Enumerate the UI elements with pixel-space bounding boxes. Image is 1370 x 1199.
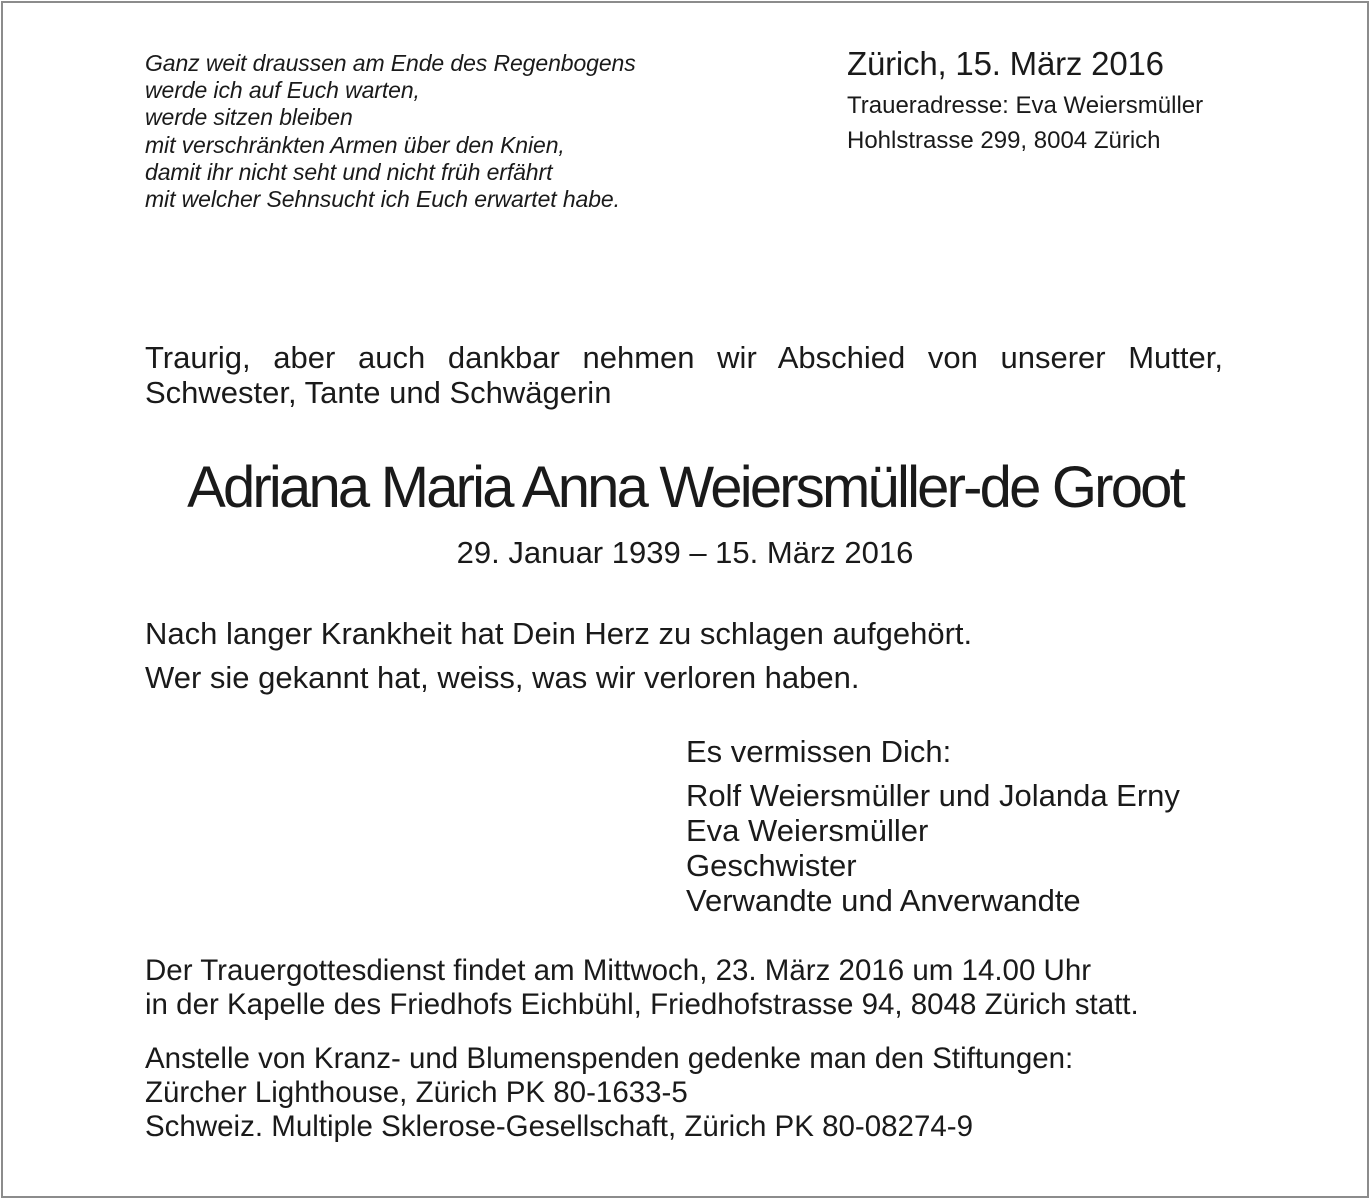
condolence-line: Nach langer Krankheit hat Dein Herz zu schlagen aufgehört. (145, 616, 973, 651)
poem-line: werde ich auf Euch warten, (145, 77, 420, 104)
intro-text (145, 340, 1223, 410)
mourning-address (847, 88, 1203, 158)
intro-line: Schwester, Tante und Schwägerin (145, 375, 612, 410)
donations-line: Anstelle von Kranz- und Blumenspenden gedenke man den Stiftungen: (145, 1042, 1074, 1075)
poem-line: damit ihr nicht seht und nicht früh erfährt (145, 158, 553, 185)
mourner-name: Rolf Weiersmüller und Jolanda Erny (686, 778, 1180, 813)
donations-line: Schweiz. Multiple Sklerose-Gesellschaft, Zürich PK 80-08274-9 (145, 1110, 974, 1143)
service-line: Der Trauergottesdienst findet am Mittwoch, 23. März 2016 um 14.00 Uhr (145, 954, 1092, 987)
mourners-title: Es vermissen Dich: (686, 734, 952, 769)
donations-line: Zürcher Lighthouse, Zürich PK 80-1633-5 (145, 1076, 688, 1109)
poem (145, 50, 765, 213)
poem-line: werde sitzen bleiben (145, 104, 353, 131)
mourner-name: Verwandte und Anverwandte (686, 883, 1081, 918)
place-date: Zürich, 15. März 2016 (847, 45, 1164, 82)
mourner-name: Eva Weiersmüller (686, 813, 929, 848)
funeral-service-info (145, 954, 1139, 1022)
mourners-block (686, 732, 1180, 918)
poem-line: Ganz weit draussen am Ende des Regenbogens (145, 50, 636, 76)
intro-line: Traurig, aber auch dankbar nehmen wir Abschied von unserer Mutter, (145, 340, 1223, 375)
condolence-line: Wer sie gekannt hat, weiss, was wir verloren haben. (145, 660, 860, 695)
life-dates: 29. Januar 1939 – 15. März 2016 (456, 535, 914, 570)
condolence-text (145, 612, 972, 700)
poem-line: mit verschränkten Armen über den Knien, (145, 131, 565, 158)
address-street: Hohlstrasse 299, 8004 Zürich (847, 127, 1161, 154)
donations-info (145, 1042, 1073, 1144)
service-line: in der Kapelle des Friedhofs Eichbühl, Friedhofstrasse 94, 8048 Zürich statt. (145, 988, 1139, 1021)
deceased-name: Adriana Maria Anna Weiersmüller-de Groot (187, 455, 1183, 520)
mourners-list (686, 778, 1180, 918)
address-contact: Traueradresse: Eva Weiersmüller (847, 92, 1204, 119)
mourner-name: Geschwister (686, 848, 857, 883)
poem-line: mit welcher Sehnsucht ich Euch erwartet habe. (145, 186, 620, 213)
